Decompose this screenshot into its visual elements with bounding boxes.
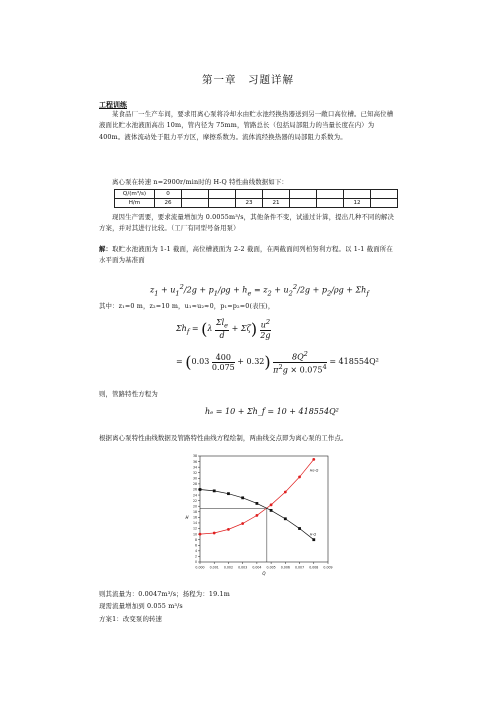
- solution-intro: 取贮水池液面为 1-1 截面，高位槽液面为 2-2 截面，在两截面间列柏努利方程。以 1-1 截面所在水平面为基准面: [99, 245, 393, 265]
- data-point-He-Q: [241, 522, 244, 525]
- table-cell: Q/(m³/s): [115, 190, 155, 199]
- y-tick-label: 28: [192, 482, 197, 487]
- y-tick-label: 22: [192, 498, 197, 503]
- table-cell: [371, 199, 398, 208]
- pump-curve-chart: [180, 450, 340, 585]
- series-label-H-Q: H-Q: [309, 532, 317, 537]
- friction-loss-numeric: = (0.03 $\frac{400}{0.075}$ + 0.32) $\frac{8Q^2}{\pi^2g \times 0.075^4}$ = 418554Q²: [176, 350, 379, 375]
- data-point-H-Q: [270, 509, 273, 512]
- intersection-text: 根据离心泵特性曲线数据及管路特性曲线方程绘制，两曲线交点即为离心泵的工作点。: [99, 434, 348, 442]
- y-tick-label: 16: [192, 515, 197, 520]
- data-point-He-Q: [255, 514, 258, 517]
- y-tick-label: 18: [192, 509, 197, 514]
- data-point-H-Q: [199, 488, 202, 491]
- data-point-He-Q: [227, 528, 230, 531]
- table-row-h: [115, 199, 398, 208]
- table-caption: 离心泵在转速 n=2900r/min时的 H-Q 特性曲线数据如下：: [112, 178, 288, 186]
- x-tick-label: 0.006: [280, 565, 290, 570]
- y-tick-label: 24: [192, 493, 197, 498]
- y-tick-label: 8: [194, 537, 197, 542]
- table-cell: [317, 199, 344, 208]
- y-tick-label: 38: [192, 454, 197, 459]
- data-point-He-Q: [213, 532, 216, 535]
- friction-loss-equation: $\Sigma h_f = (\lambda$ $\frac{\Sigma l_e}{d}$ + Σζ) $\frac{u^2}{2g}$: [176, 318, 271, 340]
- table-cell: H/m: [115, 199, 155, 208]
- solution-label: 解：: [99, 245, 113, 253]
- section-heading: 工程训练: [99, 101, 127, 109]
- y-tick-label: 12: [192, 526, 197, 531]
- pump-data-table: [114, 189, 398, 208]
- data-point-H-Q: [227, 492, 230, 495]
- y-tick-label: 34: [192, 465, 197, 470]
- friction-loss-result: = 418554Q²: [329, 357, 379, 367]
- table-cell: 12: [344, 199, 371, 208]
- data-point-He-Q: [270, 503, 273, 506]
- data-point-He-Q: [199, 533, 202, 536]
- result-increase: 现需流量增加到 0.055 m³/s: [99, 602, 183, 610]
- table-cell: [182, 190, 209, 199]
- x-tick-label: 0.005: [266, 565, 276, 570]
- table-cell: 21: [263, 199, 290, 208]
- table-cell: 23: [236, 199, 263, 208]
- y-tick-label: 0: [194, 560, 197, 565]
- data-point-He-Q: [312, 458, 315, 461]
- x-tick-label: 0.001: [209, 565, 219, 570]
- series-label-He-Q: He-Q: [309, 468, 319, 473]
- data-point-H-Q: [213, 489, 216, 492]
- bernoulli-equation: $z_1 + u_1^2/2g + p_1/\rho g + h_e = z_2 + u_2^2/2g + p_2/\rho g + \Sigma h_f$: [150, 283, 369, 298]
- x-tick-label: 0.000: [195, 565, 205, 570]
- result-flow: 则其流量为：0.0047m³/s；扬程为：19.1m: [99, 590, 230, 598]
- x-tick-label: 0.007: [294, 565, 305, 570]
- table-cell: [344, 190, 371, 199]
- data-point-H-Q: [312, 538, 315, 541]
- x-tick-label: 0.004: [252, 565, 262, 570]
- table-cell: [236, 190, 263, 199]
- solution-block: [99, 244, 397, 267]
- problem-statement: 某食品厂一生产车间，要求用离心泵将冷却水由贮水池经换热器送到另一敞口高位槽。已知高位槽液面比贮水池液面高出 10m，管内径为 75mm，管路总长（包括局部阻力的当量长度在内）为 400m。液体流动处于阻力平方区，摩擦系数为。流体流经换热器的局部阻力系数为。: [99, 110, 394, 141]
- y-tick-label: 32: [192, 470, 197, 475]
- y-tick-label: 2: [194, 554, 197, 559]
- pipe-line-text: 则，管路特性方程为: [99, 390, 158, 398]
- y-tick-label: 6: [194, 543, 197, 548]
- table-cell: [209, 190, 236, 199]
- table-cell: [182, 199, 209, 208]
- x-tick-label: 0.002: [223, 565, 234, 570]
- x-tick-label: 0.003: [238, 565, 248, 570]
- table-cell: [371, 190, 398, 199]
- data-point-He-Q: [298, 476, 301, 479]
- table-row-q: [115, 190, 398, 199]
- data-point-H-Q: [298, 527, 301, 530]
- y-tick-label: 10: [192, 532, 197, 537]
- table-cell: 0: [155, 190, 182, 199]
- pipe-characteristic-equation: hₑ = 10 + Σh_f = 10 + 418554Q²: [205, 407, 339, 416]
- y-tick-label: 30: [192, 476, 197, 481]
- table-cell: [290, 190, 317, 199]
- series-line-He-Q: [200, 459, 314, 534]
- y-axis-label: H: [185, 514, 189, 520]
- y-tick-label: 4: [194, 549, 197, 554]
- table-cell: [317, 190, 344, 199]
- y-tick-label: 36: [192, 459, 197, 464]
- data-point-H-Q: [255, 502, 258, 505]
- y-tick-label: 26: [192, 487, 197, 492]
- table-cell: 26: [155, 199, 182, 208]
- table-cell: [209, 199, 236, 208]
- plan-1: 方案1：改变泵的转速: [99, 615, 163, 623]
- x-tick-label: 0.009: [323, 565, 333, 570]
- where-line: 其中：z₁=0 m，z₂=10 m，u₁≈u₂≈0，p₁=p₂=0(表压)，: [99, 302, 275, 310]
- page-title: 第一章 习题详解: [202, 74, 294, 86]
- data-point-H-Q: [284, 517, 287, 520]
- requirement-text: 现因生产需要，要求流量增加为 0.0055m³/s，其他条件不变，试通过计算，提出几种不同的解决方案，并对其进行比较。（工厂有同型号备用泵）: [99, 213, 395, 233]
- y-tick-label: 14: [192, 521, 197, 526]
- table-cell: [263, 190, 290, 199]
- data-point-He-Q: [284, 491, 287, 494]
- x-axis-label: Q: [262, 571, 266, 576]
- table-cell: [290, 199, 317, 208]
- x-tick-label: 0.008: [309, 565, 319, 570]
- data-point-H-Q: [241, 496, 244, 499]
- y-tick-label: 20: [192, 504, 197, 509]
